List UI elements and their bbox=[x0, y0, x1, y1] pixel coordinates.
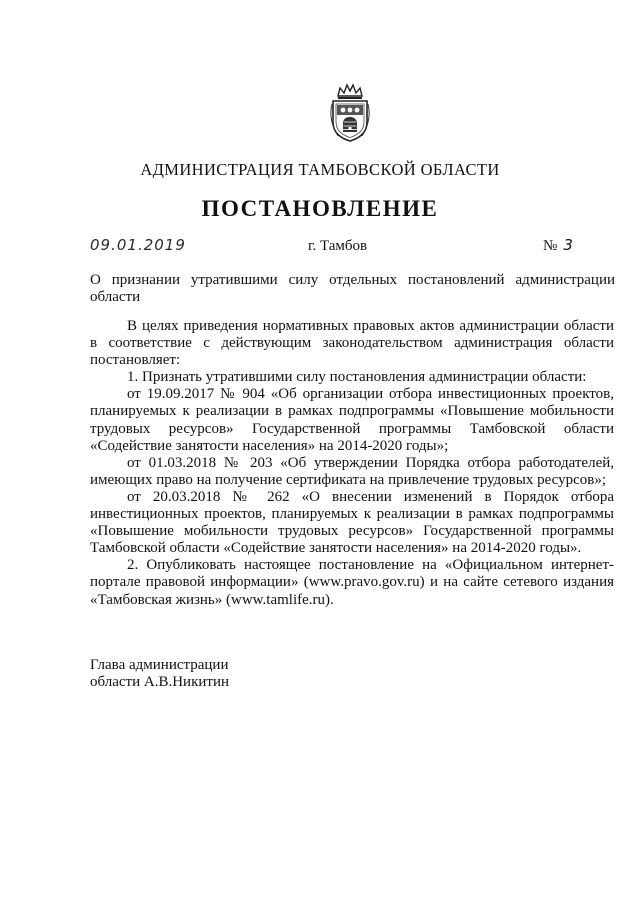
organization-title: АДМИНИСТРАЦИЯ ТАМБОВСКОЙ ОБЛАСТИ bbox=[140, 160, 500, 179]
signature-block bbox=[90, 657, 229, 691]
tambov-coat-of-arms-icon bbox=[326, 82, 374, 144]
body-paragraph: от 20.03.2018 № 262 «О внесении изменений в Порядок отбора инвестиционных проектов, планируемых к реализации в рамках подпрограммы «Повышение мобильности трудовых ресурсов» Государственной программы Тамбовской области «Содействие занятости населения» на 2014-2020 годы». bbox=[90, 488, 614, 557]
document-city: г. Тамбов bbox=[308, 238, 368, 254]
body-paragraph: от 19.09.2017 № 904 «Об организации отбора инвестиционных проектов, планируемых к реализации в рамках подпрограммы «Повышение мобильности трудовых ресурсов» Государственной программы Тамбовской области «Содействие занятости населения» на 2014-2020 годы»; bbox=[90, 386, 614, 454]
document-number-label: № bbox=[543, 238, 558, 254]
document-type-heading: ПОСТАНОВЛЕНИЕ bbox=[201, 196, 439, 221]
document-number-value: 3 bbox=[563, 236, 573, 254]
document-subject: О признании утратившими силу отдельных постановлений администрации области bbox=[90, 272, 615, 305]
signature-position: Глава администрации bbox=[90, 657, 229, 673]
signature-name: области А.В.Никитин bbox=[90, 674, 230, 690]
document-number bbox=[543, 236, 573, 255]
body-paragraph: 1. Признать утратившими силу постановления администрации области: bbox=[127, 369, 587, 386]
document-body bbox=[90, 318, 614, 609]
body-paragraph: 2. Опубликовать настоящее постановление на «Официальном интернет-портале правовой информации» (www.pravo.gov.ru) и на сайте сетевого издания «Тамбовская жизнь» (www.tamlife.ru). bbox=[90, 557, 614, 608]
body-paragraph: В целях приведения нормативных правовых актов администрации области в соответствие с действующим законодательством администрация области постановляет: bbox=[90, 318, 614, 369]
document-date: 09.01.2019 bbox=[90, 236, 186, 254]
body-paragraph: от 01.03.2018 № 203 «Об утверждении Порядка отбора работодателей, имеющих право на получение сертификата на привлечение трудовых ресурсов»; bbox=[90, 454, 614, 488]
